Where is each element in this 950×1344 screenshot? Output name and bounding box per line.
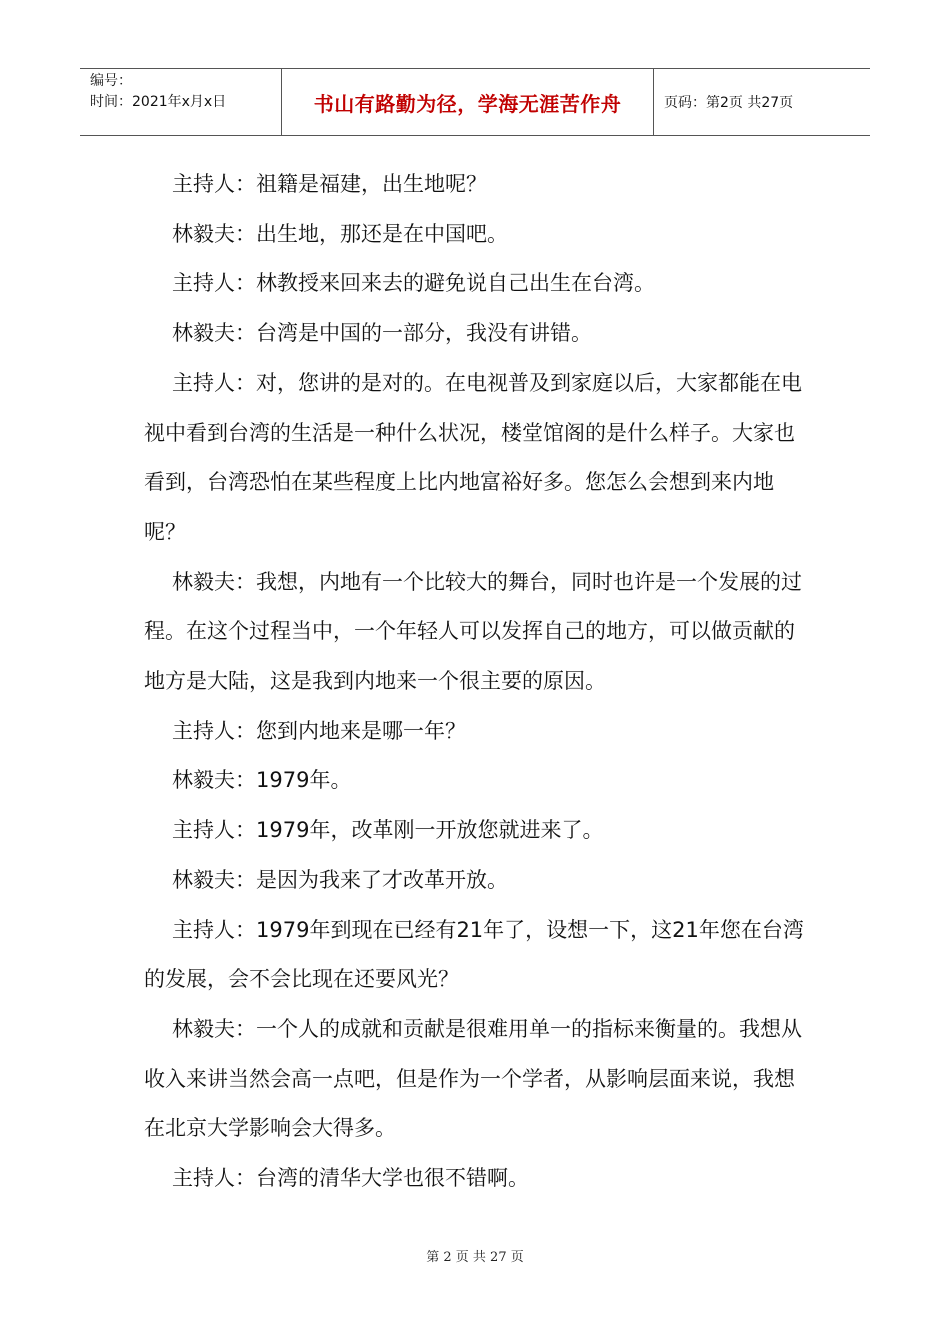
page-header: [80, 68, 870, 136]
paragraph: 主持人：1979年到现在已经有21年了，设想一下，这21年您在台湾的发展，会不会比现在还要风光？: [144, 917, 804, 992]
paragraph: 林毅夫：出生地，那还是在中国吧。: [172, 221, 508, 246]
document-body: [144, 160, 809, 1204]
paragraph: 主持人：祖籍是福建，出生地呢？: [172, 172, 487, 196]
paragraph: 林毅夫：我想，内地有一个比较大的舞台，同时也许是一个发展的过程。在这个过程当中，一个年轻人可以发挥自己的地方，可以做贡献的地方是大陆，这是我到内地来一个很主要的原因。: [144, 569, 802, 694]
header-motto: 书山有路勤为径，学海无涯苦作舟: [282, 69, 654, 135]
paragraph: 主持人：对，您讲的是对的。在电视普及到家庭以后，大家都能在电视中看到台湾的生活是一种什么状况，楼堂馆阁的是什么样子。大家也看到，台湾恐怕在某些程度上比内地富裕好多。您怎么会想到来内地呢？: [144, 370, 802, 544]
header-page-info: 页码：第2页 共27页: [664, 95, 794, 111]
paragraph: 主持人：1979年，改革刚一开放您就进来了。: [172, 818, 604, 843]
header-meta: [80, 69, 282, 135]
paragraph: 林毅夫：1979年。: [172, 768, 352, 793]
document-date: 时间：2021年x月x日: [90, 94, 227, 110]
paragraph: 林毅夫：一个人的成就和贡献是很难用单一的指标来衡量的。我想从收入来讲当然会高一点吧，但是作为一个学者，从影响层面来说，我想在北京大学影响会大得多。: [144, 1016, 802, 1141]
document-number-label: 编号：: [90, 73, 132, 89]
paragraph: 林毅夫：台湾是中国的一部分，我没有讲错。: [172, 321, 592, 346]
paragraph: 主持人：林教授来回来去的避免说自己出生在台湾。: [172, 271, 655, 296]
page-footer: 第 2 页 共 27 页: [426, 1250, 524, 1265]
paragraph: 林毅夫：是因为我来了才改革开放。: [172, 867, 508, 892]
paragraph: 主持人：您到内地来是哪一年？: [172, 718, 466, 743]
paragraph: 主持人：台湾的清华大学也很不错啊。: [172, 1166, 529, 1191]
